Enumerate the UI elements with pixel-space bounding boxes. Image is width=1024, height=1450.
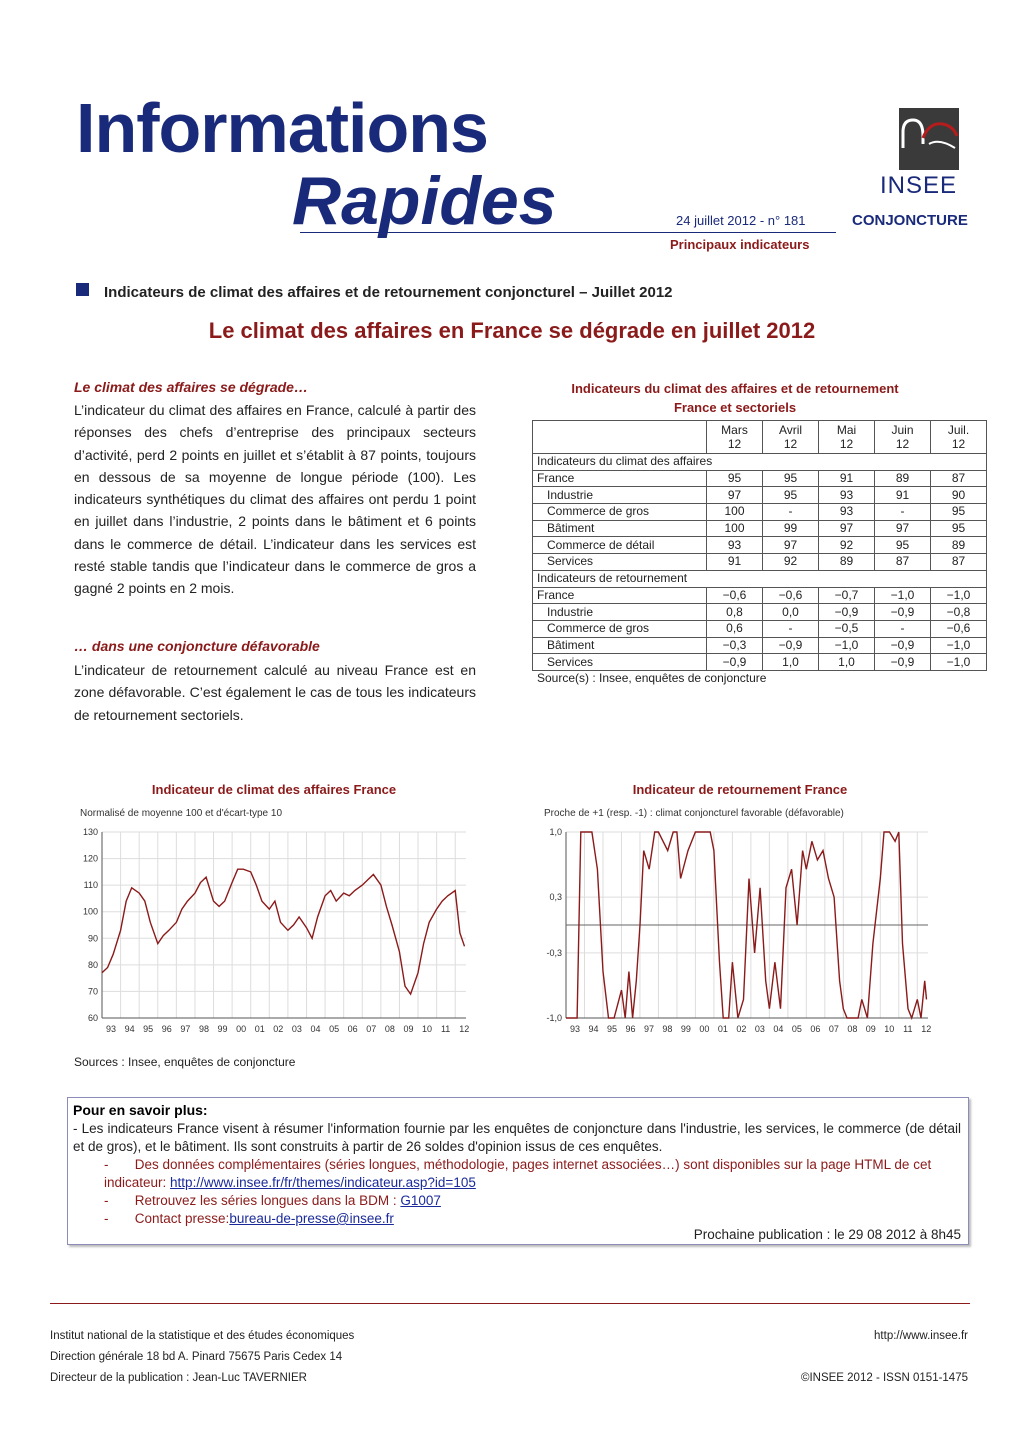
y-tick-label: 1,0: [549, 827, 562, 837]
table-cell: −1,0: [875, 587, 931, 604]
section1-text: L’indicateur du climat des affaires en France, calculé à partir des réponses des chefs d’entreprise des principaux secteurs d’activité, perd 2 points en juillet et s’établit à 87 points, toujours en dessous de sa moyenne de longue période (100). Les indicateurs synthétiques du climat des affaires ont perdu 1 point en juillet dans l’industrie, 2 points dans le bâtiment et 6 points dans le commerce de détail. L’indicateur dans les services est resté stable tandis que l’indicateur dans le commerce de gros a gagné 2 points en 2 mois.: [74, 402, 476, 597]
y-tick-label: 100: [82, 906, 98, 917]
table-cell: 97: [763, 537, 819, 554]
table-title: [530, 379, 940, 417]
table-cell: 93: [819, 487, 875, 504]
x-tick-label: 10: [422, 1024, 433, 1034]
y-tick-label: 120: [82, 853, 98, 864]
x-tick-label: 95: [606, 1024, 617, 1034]
table-group-row: [533, 570, 987, 587]
table-row: [533, 654, 987, 671]
table-row: [533, 487, 987, 504]
x-tick-label: 05: [791, 1024, 802, 1034]
info-bullet-2: - Retrouvez les séries longues dans la BDM : G1007: [104, 1193, 441, 1208]
section2-heading: … dans une conjoncture défavorable: [74, 638, 320, 654]
x-tick-label: 01: [717, 1024, 728, 1034]
table-cell: 95: [763, 470, 819, 487]
x-tick-label: 12: [459, 1024, 470, 1034]
table-cell: −1,0: [819, 637, 875, 654]
section1-heading: Le climat des affaires se dégrade…: [74, 379, 308, 395]
row-label: Bâtiment: [533, 520, 707, 537]
x-tick-label: 97: [643, 1024, 654, 1034]
table-row: [533, 604, 987, 621]
table-source: Source(s) : Insee, enquêtes de conjoncture: [537, 671, 767, 685]
table-row: [533, 637, 987, 654]
row-label: France: [533, 470, 707, 487]
table-cell: 93: [707, 537, 763, 554]
row-label: Services: [533, 554, 707, 571]
footer-institute: Institut national de la statistique et des études économiques: [50, 1330, 355, 1342]
table-cell: −0,9: [763, 637, 819, 654]
table-cell: −0,6: [707, 587, 763, 604]
y-tick-label: 0,3: [549, 892, 562, 903]
logo-name: INSEE: [880, 172, 958, 199]
row-label: Commerce de gros: [533, 620, 707, 637]
x-tick-label: 06: [347, 1024, 358, 1034]
table-row: [533, 520, 987, 537]
column-month: Mai: [836, 423, 857, 437]
table-cell: −0,3: [707, 637, 763, 654]
footer-copyright: ©INSEE 2012 - ISSN 0151-1475: [800, 1372, 968, 1384]
press-contact-link[interactable]: bureau-de-presse@insee.fr: [229, 1211, 394, 1226]
table-cell: 95: [931, 520, 987, 537]
table-cell: 87: [931, 554, 987, 571]
info-bullet-3: - Contact presse:bureau-de-presse@insee.fr: [104, 1211, 394, 1226]
chart1-title: Indicateur de climat des affaires France: [151, 782, 397, 797]
table-cell: 87: [875, 554, 931, 571]
table-cell: 91: [707, 554, 763, 571]
table-cell: 91: [875, 487, 931, 504]
column-month: Juin: [891, 423, 914, 437]
climate-chart: [74, 824, 474, 1039]
x-tick-label: 99: [680, 1024, 691, 1034]
info-bullet-1-text: Des données complémentaires (séries longues, méthodologie, pages internet associées…) sont disponibles sur la page HTML de cet indicateur:: [104, 1157, 932, 1190]
table-cell: 1,0: [819, 654, 875, 671]
row-label: France: [533, 587, 707, 604]
x-tick-label: 03: [291, 1024, 302, 1034]
row-label: Industrie: [533, 487, 707, 504]
table-cell: −0,5: [819, 620, 875, 637]
table-row: [533, 587, 987, 604]
table-title-line1: Indicateurs du climat des affaires et de retournement: [571, 381, 899, 396]
column-month: Avril: [778, 423, 803, 437]
section2-text: L’indicateur de retournement calculé au niveau France est en zone défavorable. C’est également le cas de tous les indicateurs de retournement sectoriels.: [74, 662, 476, 723]
x-tick-label: 97: [180, 1024, 191, 1034]
chart2-note: Proche de +1 (resp. -1) : climat conjoncturel favorable (défavorable): [544, 808, 844, 819]
column-header: [707, 421, 763, 454]
column-year: 12: [783, 437, 798, 451]
x-tick-label: 05: [329, 1024, 340, 1034]
footer-rule: [50, 1303, 970, 1304]
table-cell: −0,6: [931, 620, 987, 637]
issue-category: Principaux indicateurs: [670, 237, 810, 252]
x-tick-label: 11: [440, 1024, 451, 1034]
y-tick-label: -1,0: [546, 1013, 562, 1023]
x-tick-label: 96: [161, 1024, 172, 1034]
table-cell: −0,9: [875, 604, 931, 621]
table-cell: 97: [819, 520, 875, 537]
info-box-title: Pour en savoir plus:: [73, 1102, 208, 1118]
column-header: [763, 421, 819, 454]
chart2-title: Indicateur de retournement France: [632, 782, 848, 797]
table-row: [533, 554, 987, 571]
table-header-row: [533, 421, 987, 454]
row-label: Commerce de détail: [533, 537, 707, 554]
footer-url[interactable]: http://www.insee.fr: [874, 1330, 968, 1342]
table-cell: −0,7: [819, 587, 875, 604]
info-bullet-1: - Des données complémentaires (séries longues, méthodologie, pages internet associées…) sont disponibles sur la page HTML de cet indicateur: http://www.insee.fr/fr/themes/indicateur.asp?id=105: [104, 1157, 932, 1190]
next-publication: Prochaine publication : le 29 08 2012 à 8h45: [693, 1227, 961, 1242]
x-tick-label: 93: [569, 1024, 581, 1034]
x-tick-label: 10: [884, 1024, 895, 1034]
x-tick-label: 00: [699, 1024, 710, 1034]
column-year: 12: [951, 437, 966, 451]
table-cell: 97: [707, 487, 763, 504]
x-tick-label: 98: [662, 1024, 673, 1034]
table-cell: 89: [875, 470, 931, 487]
info-bullet-2-text: Retrouvez les séries longues dans la BDM :: [134, 1193, 401, 1208]
table-group-label: Indicateurs de retournement: [533, 570, 987, 587]
table-cell: -: [875, 620, 931, 637]
table-cell: 92: [819, 537, 875, 554]
footer-director: Directeur de la publication : Jean-Luc TAVERNIER: [50, 1372, 307, 1384]
headline: Le climat des affaires en France se dégrade en juillet 2012: [208, 318, 816, 343]
table-cell: 0,6: [707, 620, 763, 637]
table-cell: -: [875, 504, 931, 521]
x-tick-label: 06: [810, 1024, 821, 1034]
subtitle-bullet-icon: [76, 283, 89, 296]
table-cell: -: [763, 504, 819, 521]
x-tick-label: 12: [921, 1024, 932, 1034]
x-tick-label: 11: [903, 1024, 913, 1034]
row-label: Bâtiment: [533, 637, 707, 654]
row-label: Services: [533, 654, 707, 671]
logo-subtitle: CONJONCTURE: [852, 212, 968, 229]
table-cell: -: [763, 620, 819, 637]
x-tick-label: 01: [254, 1024, 265, 1034]
table-cell: 0,0: [763, 604, 819, 621]
table-cell: −0,9: [707, 654, 763, 671]
table-row: [533, 537, 987, 554]
y-tick-label: 60: [87, 1013, 98, 1023]
x-tick-label: 04: [773, 1024, 784, 1034]
table-cell: 91: [819, 470, 875, 487]
charts-sources: Sources : Insee, enquêtes de conjoncture: [74, 1055, 296, 1069]
x-tick-label: 03: [754, 1024, 765, 1034]
y-tick-label: -0,3: [546, 947, 562, 958]
table-cell: 95: [763, 487, 819, 504]
publication-subtitle: Indicateurs de climat des affaires et de retournement conjoncturel – Juillet 2012: [104, 284, 673, 301]
info-bullet-3-text: Contact presse:: [134, 1211, 230, 1226]
masthead-title-line2: Rapides: [292, 163, 557, 239]
table-cell: 95: [875, 537, 931, 554]
x-tick-label: 07: [366, 1024, 377, 1034]
x-tick-label: 02: [736, 1024, 747, 1034]
table-row: [533, 470, 987, 487]
x-tick-label: 08: [384, 1024, 395, 1034]
column-month: Juil.: [947, 423, 970, 437]
table-cell: 90: [931, 487, 987, 504]
x-tick-label: 94: [588, 1024, 599, 1034]
table-cell: 95: [931, 504, 987, 521]
masthead-title-line1: Informations: [76, 89, 488, 167]
x-tick-label: 09: [403, 1024, 414, 1034]
series-line: [102, 869, 465, 994]
x-tick-label: 98: [198, 1024, 209, 1034]
table-cell: 0,8: [707, 604, 763, 621]
x-tick-label: 94: [124, 1024, 135, 1034]
x-tick-label: 02: [273, 1024, 284, 1034]
row-label: Industrie: [533, 604, 707, 621]
table-row: [533, 504, 987, 521]
y-tick-label: 110: [83, 880, 98, 891]
y-tick-label: 70: [87, 986, 98, 997]
column-year: 12: [839, 437, 854, 451]
table-cell: −1,0: [931, 587, 987, 604]
y-tick-label: 80: [87, 959, 98, 970]
table-cell: 100: [707, 520, 763, 537]
turning-point-chart: [536, 824, 936, 1039]
column-month: Mars: [721, 423, 748, 437]
table-cell: −0,9: [875, 637, 931, 654]
table-corner-cell: [533, 421, 707, 454]
x-tick-label: 08: [847, 1024, 858, 1034]
table-group-label: Indicateurs du climat des affaires: [533, 454, 987, 471]
column-year: 12: [727, 437, 742, 451]
table-cell: 89: [931, 537, 987, 554]
table-cell: 1,0: [763, 654, 819, 671]
table-cell: 97: [875, 520, 931, 537]
table-cell: −0,9: [819, 604, 875, 621]
table-row: [533, 620, 987, 637]
insee-logo-icon: [899, 108, 959, 170]
masthead-rule: [300, 232, 836, 233]
column-year: 12: [895, 437, 910, 451]
column-header: [931, 421, 987, 454]
column-header: [819, 421, 875, 454]
table-cell: 92: [763, 554, 819, 571]
x-tick-label: 07: [828, 1024, 839, 1034]
x-tick-label: 96: [625, 1024, 636, 1034]
indicators-table: [532, 420, 987, 671]
table-cell: 100: [707, 504, 763, 521]
x-tick-label: 95: [143, 1024, 154, 1034]
bdm-link[interactable]: G1007: [400, 1193, 441, 1208]
column-header: [875, 421, 931, 454]
row-label: Commerce de gros: [533, 504, 707, 521]
table-cell: −0,6: [763, 587, 819, 604]
chart1-note: Normalisé de moyenne 100 et d'écart-type 10: [80, 808, 283, 819]
table-cell: 93: [819, 504, 875, 521]
info-box-intro: - Les indicateurs France visent à résumer l'information fournie par les enquêtes de conjoncture dans l'industrie, les services, le commerce (de détail et de gros), et le bâtiment. Ils sont construits à partir de 26 soldes d'opinion issus de ces enquêtes.: [73, 1121, 961, 1154]
table-cell: 87: [931, 470, 987, 487]
y-tick-label: 90: [87, 933, 98, 944]
issue-date: 24 juillet 2012 - n° 181: [676, 213, 806, 228]
table-cell: 89: [819, 554, 875, 571]
table-cell: −0,8: [931, 604, 987, 621]
x-tick-label: 04: [310, 1024, 321, 1034]
table-cell: −1,0: [931, 637, 987, 654]
table-cell: −1,0: [931, 654, 987, 671]
table-cell: 99: [763, 520, 819, 537]
table-title-line2: France et sectoriels: [673, 400, 797, 415]
table-group-row: [533, 454, 987, 471]
table-cell: 95: [707, 470, 763, 487]
footer-address: Direction générale 18 bd A. Pinard 75675 Paris Cedex 14: [50, 1351, 343, 1363]
x-tick-label: 00: [236, 1024, 247, 1034]
x-tick-label: 09: [865, 1024, 876, 1034]
insee-logo: [884, 108, 974, 175]
indicator-page-link[interactable]: http://www.insee.fr/fr/themes/indicateur.asp?id=105: [170, 1175, 476, 1190]
x-tick-label: 93: [105, 1024, 117, 1034]
y-tick-label: 130: [82, 827, 98, 837]
x-tick-label: 99: [217, 1024, 228, 1034]
table-cell: −0,9: [875, 654, 931, 671]
